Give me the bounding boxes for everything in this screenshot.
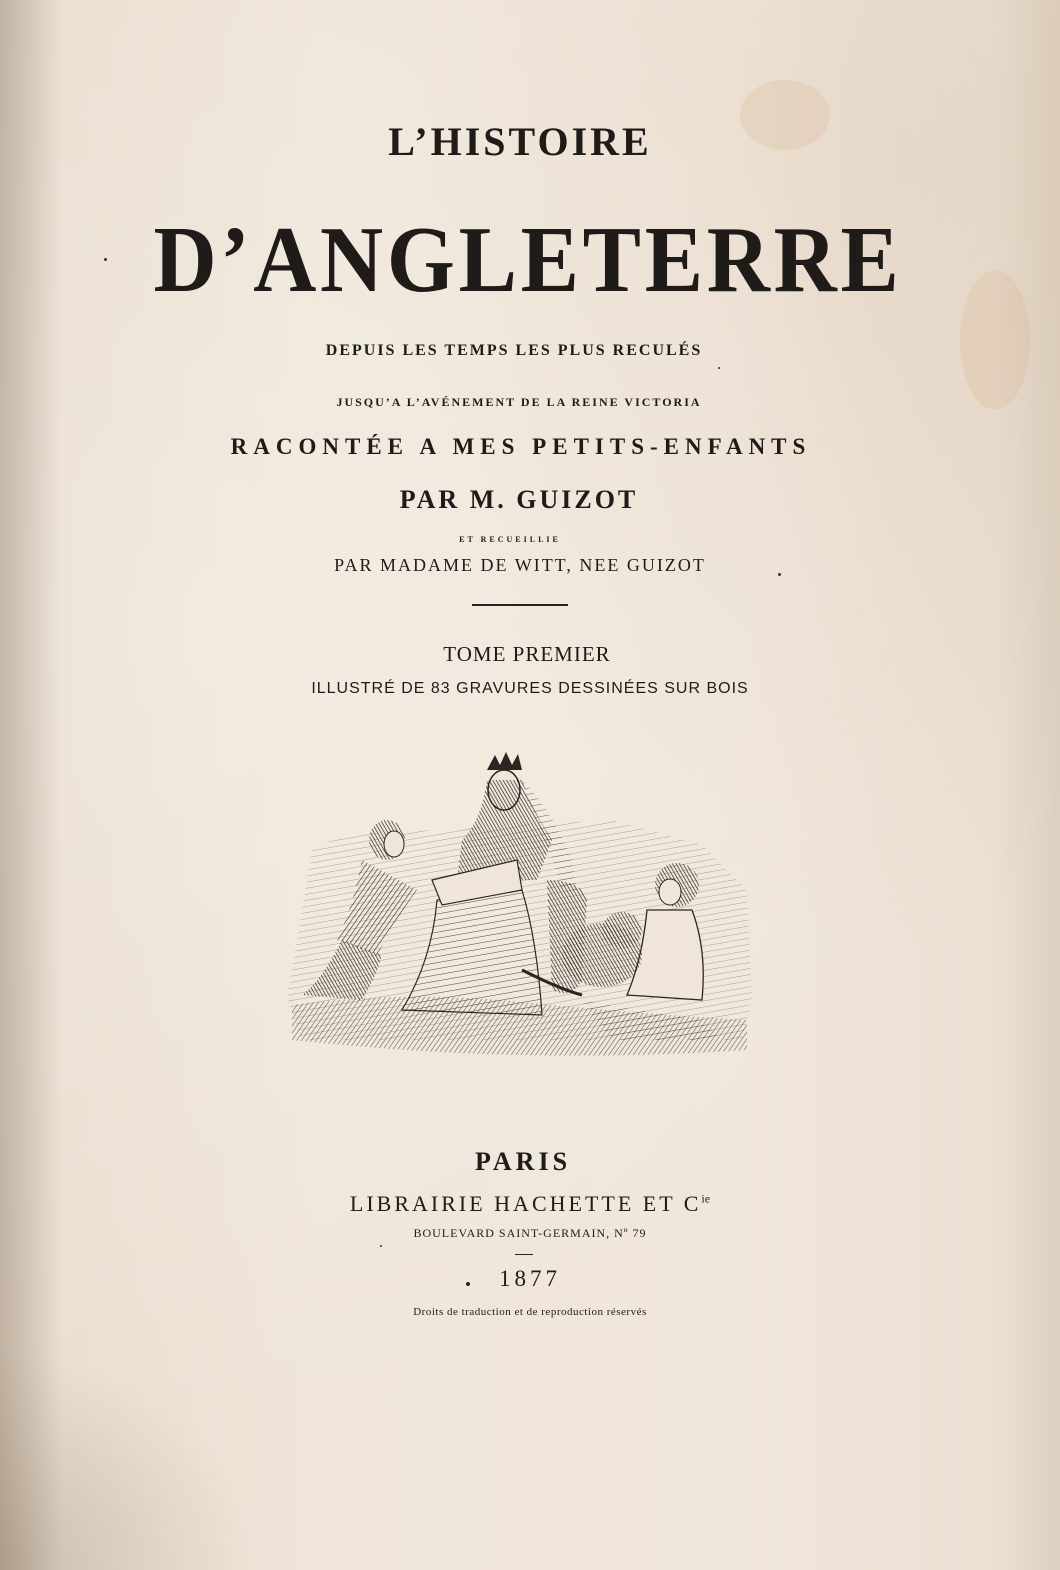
author-line: PAR M. GUIZOT — [399, 485, 639, 514]
divider-rule — [472, 604, 568, 606]
subtitle-depuis: DEPUIS LES TEMPS LES PLUS RECULÉS — [325, 342, 703, 359]
year-rule — [515, 1254, 533, 1255]
subtitle-jusqua: JUSQU’A L’AVÉNEMENT DE LA REINE VICTORIA — [336, 395, 702, 409]
ink-speck — [718, 367, 720, 369]
ink-speck — [380, 1245, 382, 1247]
imprint-publisher — [0, 1191, 1060, 1217]
page-corner-shadow — [0, 1350, 260, 1570]
ink-speck — [778, 573, 781, 576]
volume-line: TOME PREMIER — [443, 642, 611, 666]
ink-speck — [104, 258, 107, 261]
engraving-illustration — [282, 740, 752, 1065]
illustrations-line: ILLUSTRÉ DE 83 GRAVURES DESSINÉES SUR BOIS — [311, 680, 749, 697]
title-line-2: D’ANGLETERRE — [153, 208, 903, 312]
imprint-year: 1877 — [499, 1266, 561, 1291]
imprint-city: PARIS — [474, 1147, 572, 1176]
publisher-name: LIBRAIRIE HACHETTE ET C — [349, 1191, 702, 1216]
publisher-superscript: ie — [701, 1191, 711, 1206]
imprint-address: BOULEVARD SAINT-GERMAIN, Nº 79 — [413, 1226, 647, 1240]
co-author-line: PAR MADAME DE WITT, NEE GUIZOT — [334, 555, 706, 575]
title-line-1: L’HISTOIRE — [388, 119, 652, 164]
et-recueillie-line: ET RECUEILLIE — [459, 535, 561, 544]
subtitle-racontee: RACONTÉE A MES PETITS-ENFANTS — [230, 434, 812, 459]
rights-notice: Droits de traduction et de reproduction réservés — [413, 1306, 647, 1318]
